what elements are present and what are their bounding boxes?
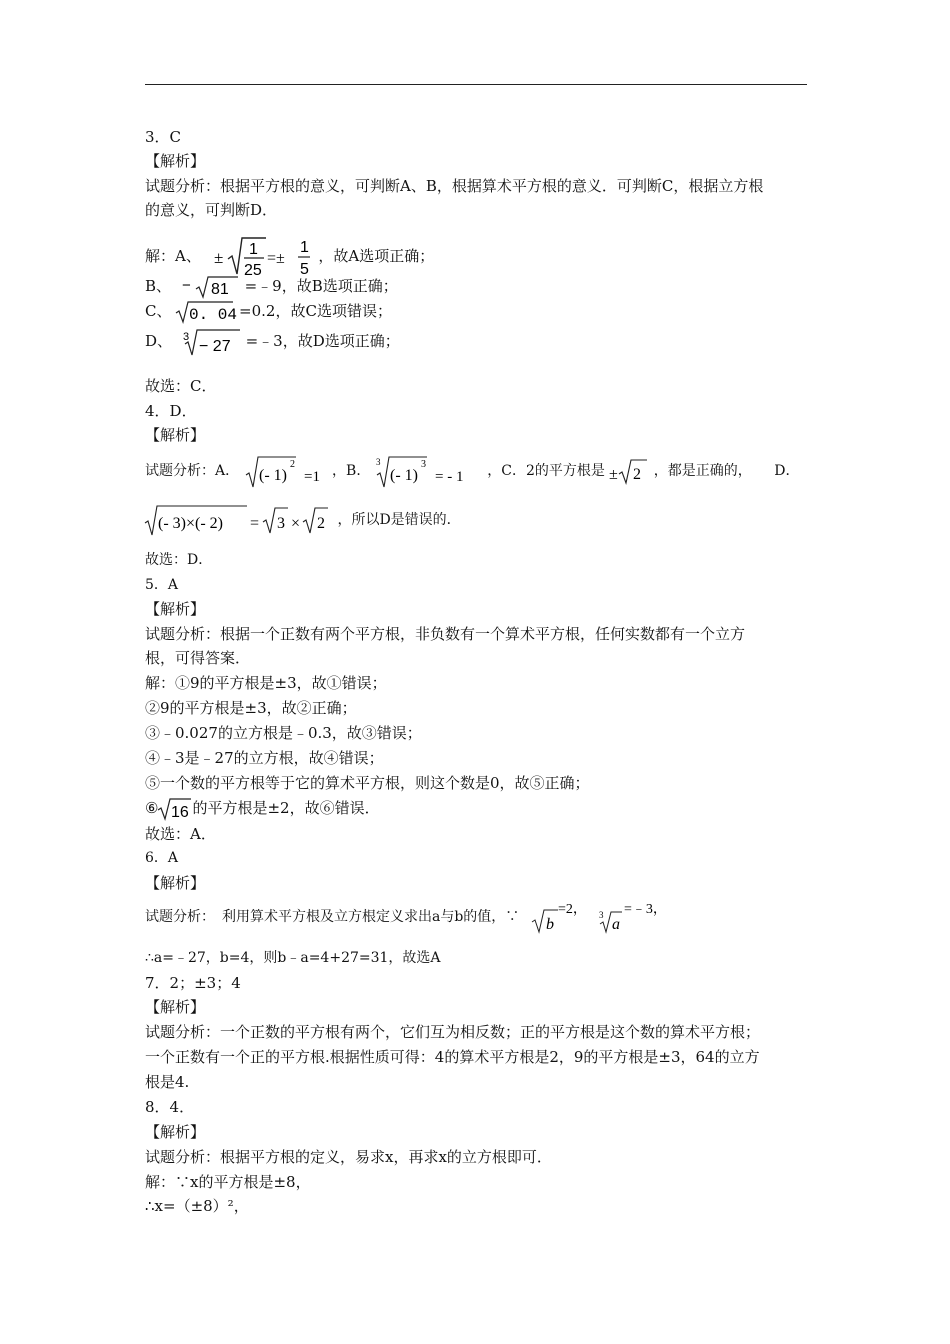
q3-option-b-formula-svg (182, 275, 240, 299)
q4-sep-c: ，C．2的平方根是 (487, 463, 605, 479)
q4-heading: 4．D． (145, 402, 197, 420)
q4-analysis-tag: 【解析】 (145, 426, 206, 444)
q5-step-4: ④﹣3是﹣27的立方根，故④错误； (145, 749, 384, 767)
q4-d-eq: = (250, 515, 260, 532)
q3-answer: 故选：C． (145, 377, 217, 395)
q3-a-num1: 1 (248, 241, 258, 258)
q3-option-a (145, 234, 434, 280)
q4-line2-suffix: ，所以D是错误的． (337, 512, 461, 528)
q4-d-r2: 2 (317, 515, 325, 532)
q3-option-b (145, 275, 398, 299)
q3-option-d (145, 327, 400, 357)
q3-analysis-line-1: 试题分析：根据平方根的意义，可判断A、B，根据算术平方根的意义．可判断C，根据立方根 (145, 177, 764, 195)
q3-b-rad: 81 (210, 281, 229, 298)
q3-option-b-suffix: =﹣9，故B选项正确； (244, 277, 398, 295)
q3-a-pm: ± (213, 248, 223, 267)
q6-analysis-prefix: 试题分析： 利用算术平方根及立方根定义求出a与b的值，∵ (145, 909, 520, 925)
q3-option-c-prefix: C、 (145, 302, 172, 320)
q4-a-exp: 2 (289, 459, 295, 470)
q6-analysis-line-2: ∴a=﹣27，b=4，则b﹣a=4+27=31，故选A (145, 950, 441, 966)
q4-a-rad: (- 1) (258, 467, 287, 484)
q4-analysis-line-2 (145, 503, 461, 537)
q4-d-rad: (- 3)×(- 2) (158, 515, 223, 532)
q5-analysis-tag: 【解析】 (145, 600, 206, 618)
q7-analysis-line-1: 试题分析：一个正数的平方根有两个，它们互为相反数；正的平方根是这个数的算术平方根； (145, 1023, 761, 1041)
q5-analysis-line-1: 试题分析：根据一个正数有两个平方根，非负数有一个算术平方根，任何实数都有一个立方 (145, 625, 746, 643)
q4-formula-c (609, 457, 649, 485)
q4-formula-b-svg (375, 453, 483, 489)
q5-step-6 (145, 797, 380, 821)
q3-d-index: 3 (182, 331, 189, 343)
q3-c-rad: 0. 04 (189, 306, 238, 324)
q5-step-1: 解：①9的平方根是±3，故①错误； (145, 674, 387, 692)
q4-answer: 故选：D． (145, 552, 213, 568)
q3-option-a-formula (214, 234, 314, 280)
q5-step-3: ③﹣0.027的立方根是﹣0.3，故③错误； (145, 724, 422, 742)
q4-d-times: × (291, 515, 301, 532)
q5-heading: 5．A (145, 577, 179, 593)
q3-option-c-suffix: =0.2，故C选项错误； (239, 302, 392, 320)
q4-b-eq: = - 1 (434, 469, 464, 485)
q7-analysis-tag: 【解析】 (145, 998, 206, 1016)
q4-formula-c-svg (609, 457, 649, 485)
q3-analysis-tag: 【解析】 (145, 152, 206, 170)
q4-line1-suffix: ，都是正确的， (653, 463, 752, 479)
q6-a-eq: =﹣3， (624, 902, 668, 917)
q6-formula-a (598, 900, 674, 934)
q5-step-5: ⑤一个数的平方根等于它的算术平方根，则这个数是0，故⑤正确； (145, 774, 590, 792)
q4-c-rad: 2 (633, 466, 642, 483)
q3-a-den1: 25 (243, 262, 262, 279)
q3-option-a-suffix: ，故A选项正确； (318, 247, 435, 265)
q3-option-c-formula (176, 300, 238, 324)
q4-formula-a (244, 453, 328, 489)
q5-analysis-line-2: 根，可得答案． (145, 649, 251, 667)
q3-option-a-formula-svg (214, 234, 314, 280)
q6-a-rad: a (612, 916, 621, 933)
q4-b-exp: 3 (420, 459, 426, 470)
q5-step-6-prefix: ⑥ (145, 799, 159, 817)
q4-formula-b (375, 453, 483, 489)
q4-d-r1: 3 (277, 515, 285, 532)
q7-analysis-line-2: 一个正数有一个正的平方根.根据性质可得：4的算术平方根是2，9的平方根是±3，64的立方 (145, 1048, 760, 1066)
q3-option-a-prefix: 解：A、 (145, 247, 201, 265)
q3-option-d-formula-svg (183, 327, 241, 357)
q6-analysis-line-1 (145, 900, 674, 934)
q5-answer: 故选：A． (145, 825, 216, 843)
q3-option-b-prefix: B、 (145, 277, 172, 295)
q3-option-d-prefix: D、 (145, 332, 173, 350)
q3-analysis-line-2: 的意义，可判断D． (145, 201, 278, 219)
q4-a-eq: =1 (303, 469, 320, 485)
q7-heading: 7．2；±3；4 (145, 974, 241, 992)
q4-analysis-line-1 (145, 453, 799, 489)
q3-heading: 3．C (145, 128, 182, 146)
q4-sep-b: ，B． (332, 463, 371, 479)
q3-a-num2: 1 (299, 239, 309, 256)
q4-formula-d-svg (145, 503, 333, 537)
q4-formula-a-svg (244, 453, 328, 489)
q3-option-c (145, 300, 392, 324)
q6-a-index: 3 (599, 910, 604, 920)
q3-option-b-formula (182, 275, 240, 299)
q4-c-pm: ± (609, 466, 619, 483)
q6-heading: 6．A (145, 850, 179, 866)
q3-b-minus: − (181, 277, 191, 294)
header-rule (145, 84, 807, 85)
q4-line1-prefix: 试题分析：A． (145, 463, 240, 479)
q5-s6-rad: 16 (171, 804, 190, 821)
q8-step-1: 解：∵x的平方根是±8， (145, 1173, 311, 1191)
q8-step-2: ∴x=（±8）²， (145, 1197, 249, 1215)
q3-option-d-formula (183, 327, 241, 357)
q3-option-c-formula-svg (176, 300, 238, 324)
q6-formula-b-svg (532, 900, 587, 934)
q6-formula-b (532, 900, 587, 934)
q4-b-index: 3 (375, 457, 381, 467)
q3-a-eq: =± (266, 250, 285, 267)
q5-step-6-formula (158, 797, 192, 821)
q3-a-den2: 5 (299, 261, 309, 278)
q8-heading: 8．4． (145, 1098, 195, 1116)
q4-formula-d (145, 503, 333, 537)
q8-analysis-tag: 【解析】 (145, 1123, 206, 1141)
q4-b-rad: (- 1) (389, 467, 418, 484)
q6-b-rad: b (545, 916, 554, 933)
q4-line1-d: D． (774, 463, 800, 479)
q5-step-6-formula-svg (158, 797, 192, 821)
q5-step-6-suffix: 的平方根是±2，故⑥错误． (192, 799, 380, 817)
q7-analysis-line-3: 根是4. (145, 1073, 190, 1091)
q5-step-2: ②9的平方根是±3，故②正确； (145, 699, 357, 717)
q8-analysis-line-1: 试题分析：根据平方根的定义，易求x，再求x的立方根即可． (145, 1148, 552, 1166)
q6-analysis-tag: 【解析】 (145, 874, 206, 892)
q3-d-rad: − 27 (198, 338, 231, 355)
q6-b-radical (532, 910, 558, 932)
q3-option-d-suffix: =﹣3，故D选项正确； (245, 332, 400, 350)
q6-b-eq: =2， (557, 902, 587, 917)
q6-formula-a-svg (598, 900, 674, 934)
